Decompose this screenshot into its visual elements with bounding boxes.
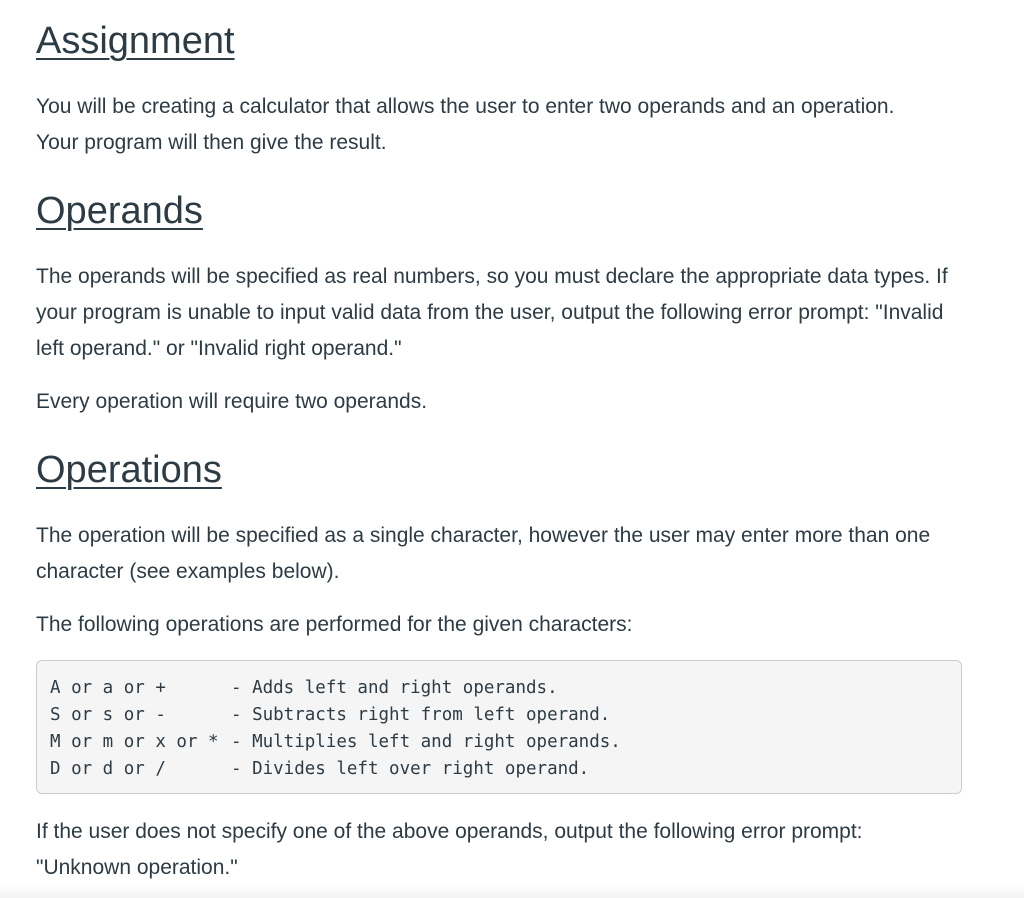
code-line (50, 702, 948, 729)
code-line-key: M or m or x or * (50, 732, 219, 752)
assignment-heading: Assignment (36, 20, 235, 62)
code-line-desc: - Divides left over right operand. (231, 759, 590, 779)
code-line-desc: - Multiplies left and right operands. (231, 732, 621, 752)
code-line-key: D or d or / (50, 759, 166, 779)
bottom-fade (0, 884, 1024, 898)
code-line (50, 729, 948, 756)
code-line (50, 675, 948, 702)
code-line-key: A or a or + (50, 678, 166, 698)
operands-heading: Operands (36, 190, 203, 232)
operations-list-intro: The following operations are performed for the given characters: (36, 613, 633, 636)
code-line-desc: - Subtracts right from left operand. (231, 705, 611, 725)
code-line-desc: - Adds left and right operands. (231, 678, 558, 698)
assignment-intro-paragraph: You will be creating a calculator that allows the user to enter two operands and an operation. Your program will then give the result. (36, 95, 895, 154)
operations-paragraph: The operation will be specified as a single character, however the user may enter more than one character (see examples below). (36, 524, 931, 583)
operations-heading: Operations (36, 449, 222, 491)
operands-paragraph: The operands will be specified as real numbers, so you must declare the appropriate data types. If your program is unable to input valid data from the user, output the following error prompt: "Invalid left operand." or "Invalid right operand." (36, 265, 948, 360)
code-line (50, 756, 948, 783)
operands-requirement-paragraph: Every operation will require two operands. (36, 390, 428, 413)
code-line-key: S or s or - (50, 705, 166, 725)
unknown-operation-paragraph: If the user does not specify one of the above operands, output the following error prompt: "Unknown operation." (36, 820, 863, 879)
operations-code-block (36, 660, 962, 794)
